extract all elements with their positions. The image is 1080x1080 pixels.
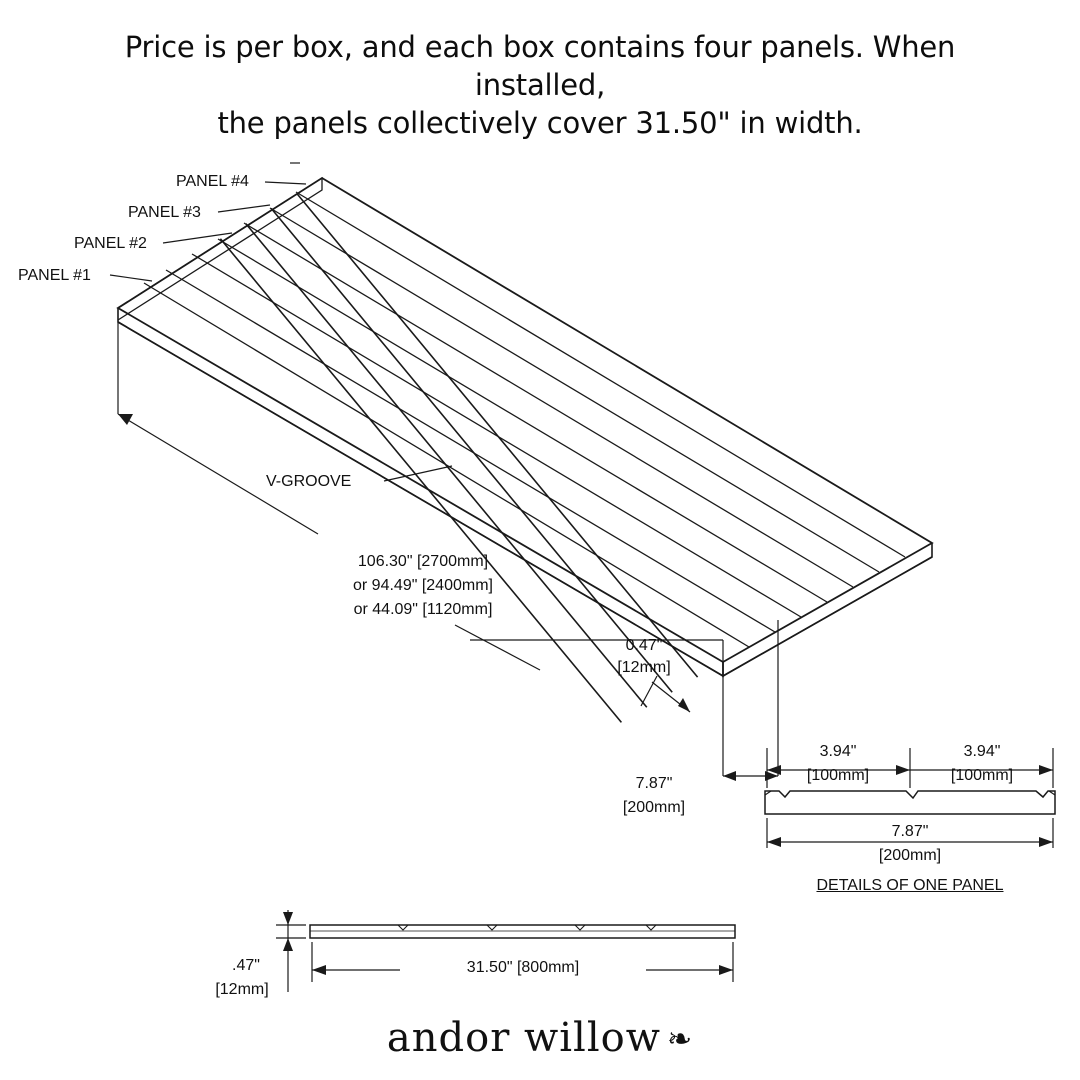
label-length-option-3: or 44.09" [1120mm]	[353, 601, 493, 618]
iso-width-dimension	[723, 620, 778, 781]
label-bottom-width: 31.50" [800mm]	[400, 958, 646, 978]
label-detail-title: DETAILS OF ONE PANEL	[816, 877, 1004, 894]
label-detail-total-inch: 7.87"	[891, 823, 929, 840]
label-panel-4: PANEL #4	[176, 173, 249, 190]
iso-panel-thickness-faces	[118, 308, 932, 676]
label-length-option-2: or 94.49" [2400mm]	[353, 577, 493, 594]
label-bottom-thickness-mm: [12mm]	[215, 981, 269, 998]
label-panel-1: PANEL #1	[18, 267, 91, 284]
label-width-iso-mm: [200mm]	[622, 799, 686, 816]
label-detail-half-left-inch: 3.94"	[819, 743, 857, 760]
iso-left-end-face	[118, 178, 322, 320]
label-panel-3: PANEL #3	[128, 204, 201, 221]
label-detail-half-left-mm: [100mm]	[806, 767, 870, 784]
iso-thickness-dimension	[641, 676, 690, 712]
assembled-width-view	[276, 910, 735, 992]
iso-panel-top-face	[118, 178, 932, 722]
label-width-iso-inch: 7.87"	[635, 775, 673, 792]
label-detail-half-right-inch: 3.94"	[963, 743, 1001, 760]
label-thickness-iso-mm: [12mm]	[617, 659, 671, 676]
length-dimension-arrow	[455, 625, 540, 670]
brand-name: andor willow	[386, 1015, 661, 1061]
panel-cross-section-detail	[765, 791, 1055, 814]
label-detail-half-right-mm: [100mm]	[950, 767, 1014, 784]
label-v-groove: V-GROOVE	[266, 473, 352, 490]
headline-line-2: the panels collectively cover 31.50" in width.	[217, 106, 863, 140]
label-panel-2: PANEL #2	[74, 235, 147, 252]
label-bottom-thickness-inch: .47"	[232, 957, 260, 974]
vgroove-leader	[384, 466, 452, 481]
label-length-option-1: 106.30" [2700mm]	[357, 553, 489, 570]
label-detail-total-mm: [200mm]	[878, 847, 942, 864]
label-thickness-iso-inch: 0.47"	[625, 637, 663, 654]
brand-wordmark	[0, 1015, 1080, 1061]
headline-line-1: Price is per box, and each box contains four panels. When installed,	[124, 30, 956, 102]
leaf-icon: ❧	[666, 1022, 694, 1057]
